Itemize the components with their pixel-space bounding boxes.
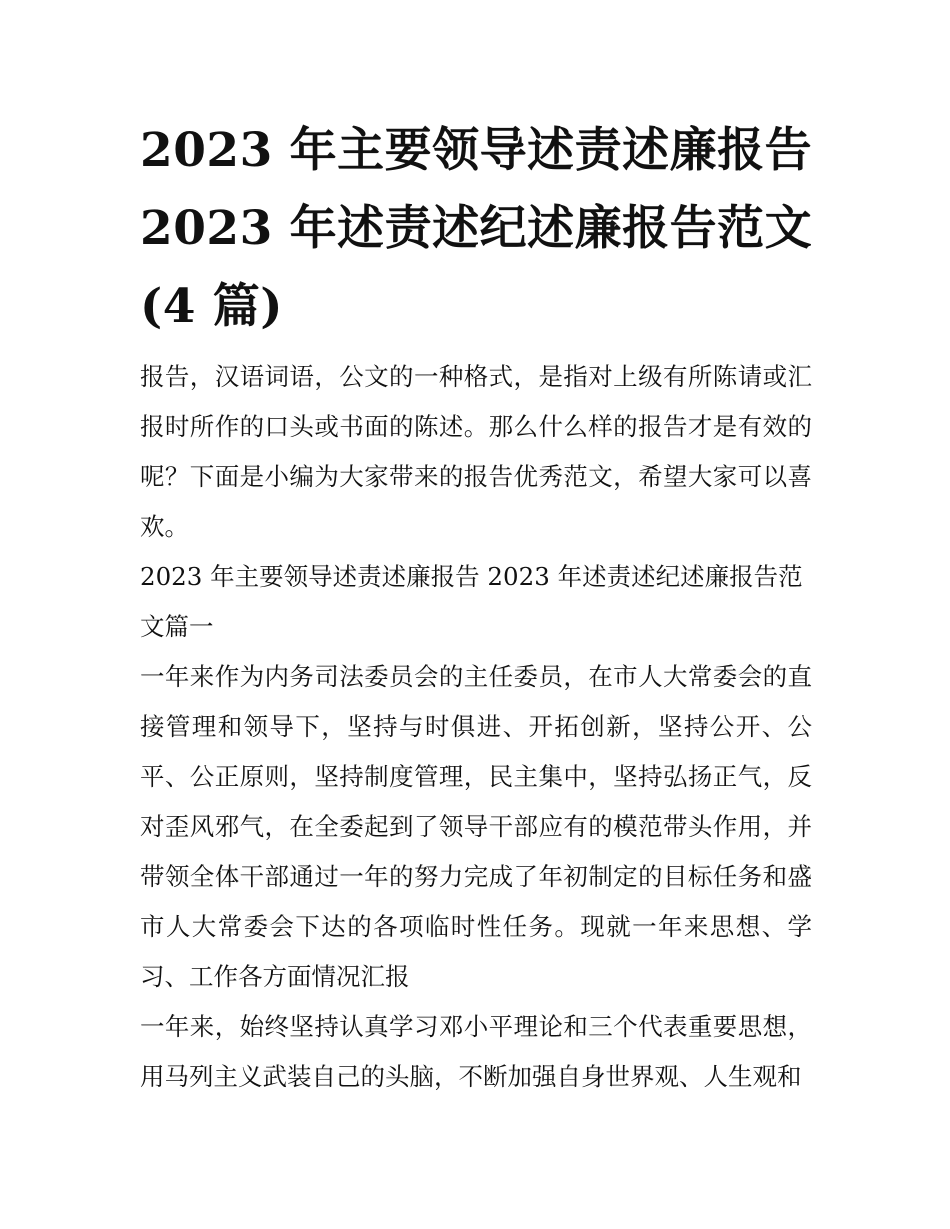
intro-paragraph: 报告，汉语词语，公文的一种格式，是指对上级有所陈请或汇报时所作的口头或书面的陈述。那么什么样的报告才是有效的呢？下面是小编为大家带来的报告优秀范文，希望大家可以喜欢。 — [140, 362, 812, 541]
document-title — [140, 112, 812, 346]
title-line-1: 2023 年主要领导述责述廉报告 — [140, 123, 813, 178]
title-line-3: (4 篇) — [140, 279, 284, 334]
title-line-2: 2023 年述责述纪述廉报告范文 — [140, 201, 813, 256]
body-paragraph-1: 一年来作为内务司法委员会的主任委员，在市人大常委会的直接管理和领导下，坚持与时俱进、开拓创新，坚持公开、公平、公正原则，坚持制度管理，民主集中，坚持弘扬正气，反对歪风邪气，在全委起到了领导干部应有的模范带头作用，并带领全体干部通过一年的努力完成了年初制定的目标任务和盛市人大常委会下达的各项临时性任务。现就一年来思想、学习、工作各方面情况汇报 — [140, 662, 812, 991]
document-page — [140, 112, 812, 1102]
section-title: 2023 年主要领导述责述廉报告 2023 年述责述纪述廉报告范文篇一 — [140, 562, 803, 641]
body-paragraph-2: 一年来，始终坚持认真学习邓小平理论和三个代表重要思想，用马列主义武装自己的头脑，不断加强自身世界观、人生观和 — [140, 1012, 812, 1091]
